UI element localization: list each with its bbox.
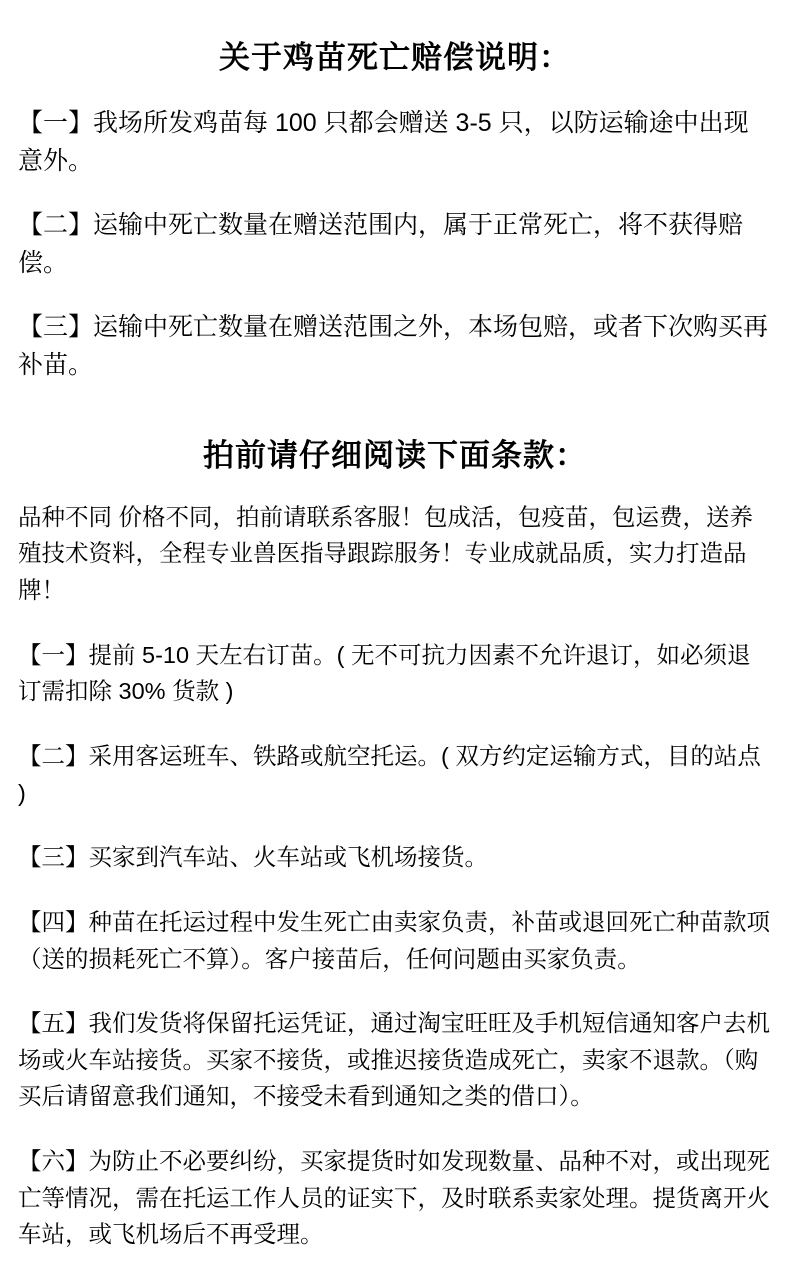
- section-compensation-title: 关于鸡苗死亡赔偿说明：: [219, 40, 571, 75]
- section-terms-paragraph-3: 【三】买家到汽车站、火车站或飞机场接货。: [18, 844, 488, 871]
- section-terms-paragraph-2: 【二】采用客运班车、铁路或航空托运。( 双方约定运输方式，目的站点 ): [18, 742, 761, 806]
- section-terms-paragraph-5: 【五】我们发货将保留托运凭证，通过淘宝旺旺及手机短信通知客户去机场或火车站接货。买家不接货，或推迟接货造成死亡，卖家不退款。（购买后请留意我们通知，不接受未看到通知之类的借口）。: [18, 1010, 770, 1110]
- section-terms-paragraph-6: 【六】为防止不必要纠纷，买家提货时如发现数量、品种不对，或出现死亡等情况，需在托运工作人员的证实下，及时联系卖家处理。提货离开火车站，或飞机场后不再受理。: [18, 1148, 770, 1248]
- section-terms: [18, 436, 772, 1253]
- section-terms-title: 拍前请仔细阅读下面条款：: [203, 438, 587, 474]
- section-compensation-paragraph-3: 【三】运输中死亡数量在赠送范围之外，本场包赔，或者下次购买再补苗。: [18, 313, 769, 380]
- section-compensation: [18, 38, 772, 384]
- section-compensation-paragraph-1: 【一】我场所发鸡苗每 100 只都会赠送 3-5 只，以防运输途中出现意外。: [18, 109, 749, 176]
- section-compensation-paragraph-2: 【二】运输中死亡数量在赠送范围内，属于正常死亡，将不获得赔偿。: [18, 211, 744, 278]
- section-terms-paragraph-1: 【一】提前 5-10 天左右订苗。( 无不可抗力因素不允许退订，如必须退订需扣除 30% 货款 ): [18, 641, 751, 705]
- section-terms-paragraph-4: 【四】种苗在托运过程中发生死亡由卖家负责，补苗或退回死亡种苗款项（送的损耗死亡不算）。客户接苗后，任何问题由买家负责。: [18, 908, 770, 972]
- section-terms-intro: 品种不同 价格不同，拍前请联系客服！包成活，包疫苗，包运费，送养殖技术资料，全程专业兽医指导跟踪服务！专业成就品质，实力打造品牌！: [18, 503, 754, 603]
